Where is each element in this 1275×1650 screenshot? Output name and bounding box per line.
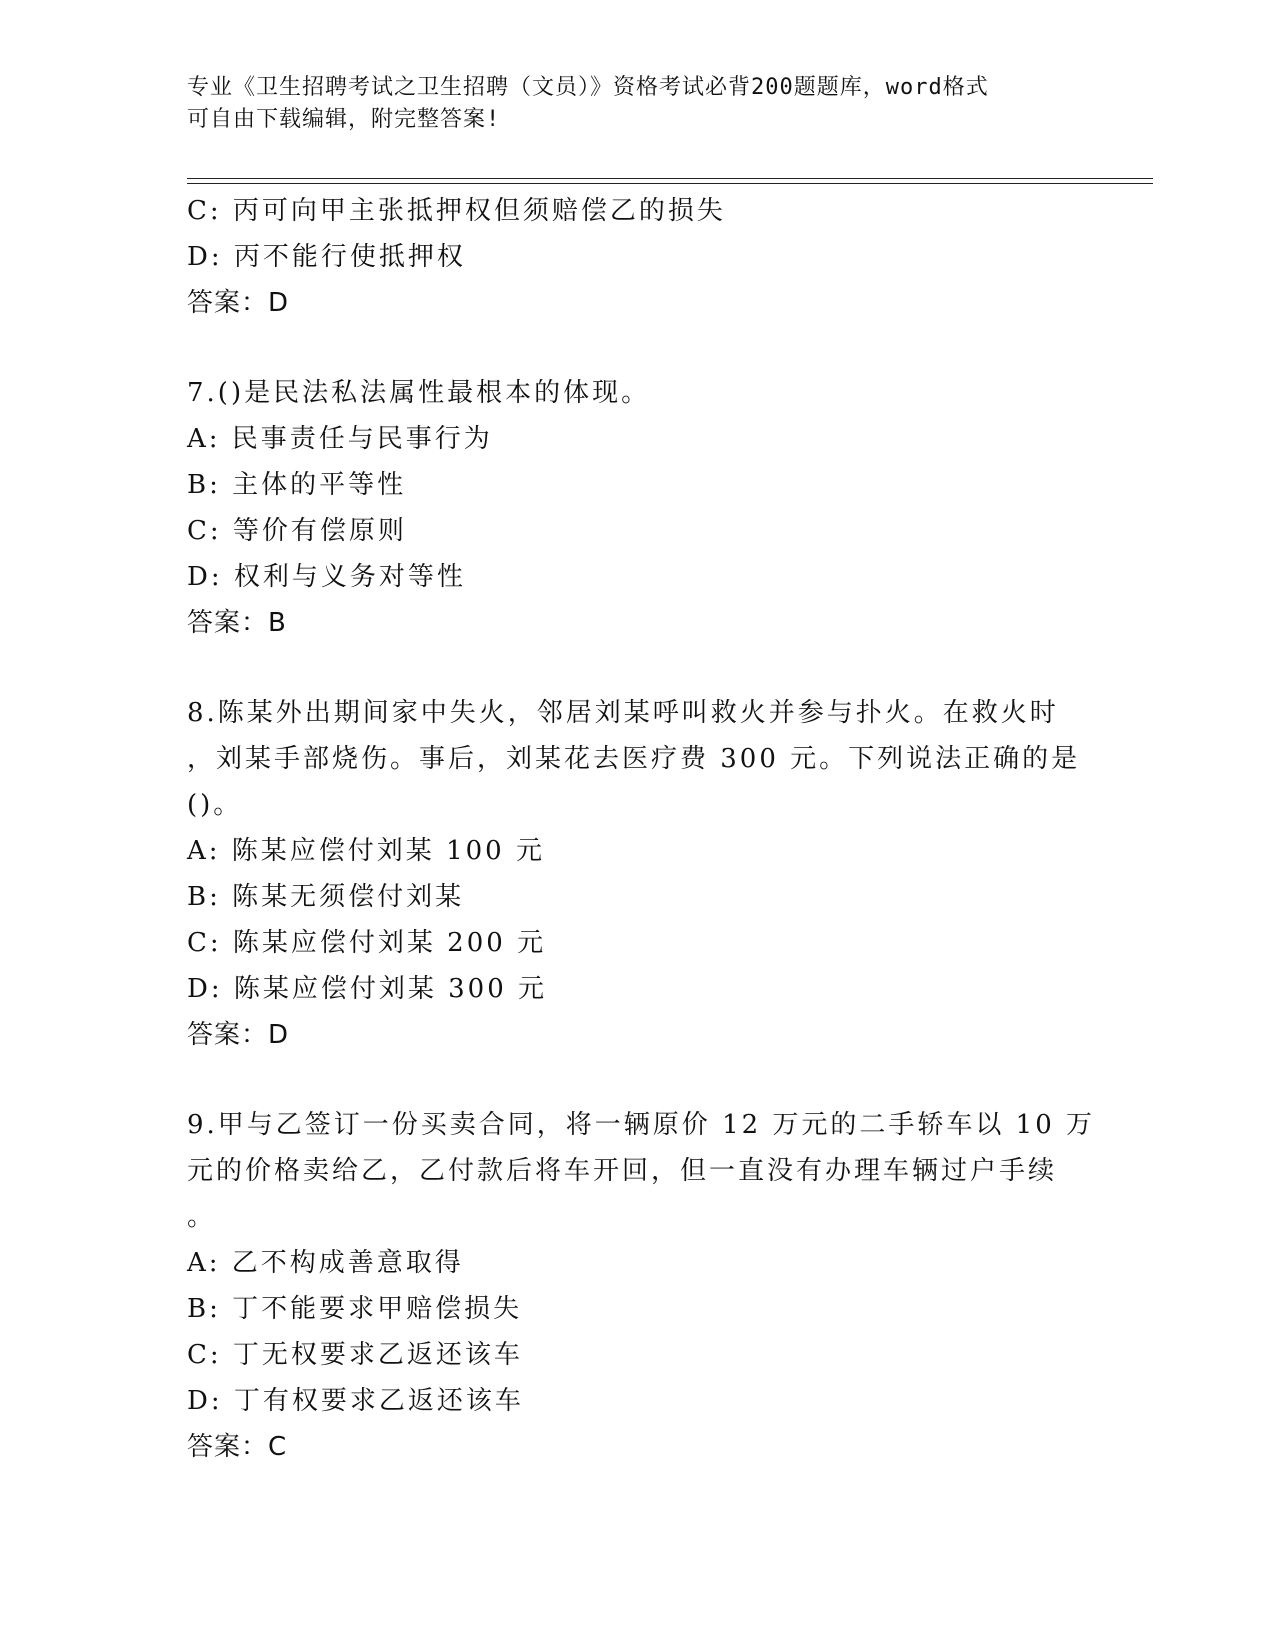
question-text: 9.甲与乙签订一份买卖合同，将一辆原价 12 万元的二手轿车以 10 万 <box>187 1110 1096 1140</box>
option-d: D: 陈某应偿付刘某 300 元 <box>187 974 548 1004</box>
option-b: B: 丁不能要求甲赔偿损失 <box>187 1294 523 1324</box>
question-7 <box>187 370 1067 646</box>
answer-line: 答案：D <box>187 288 290 318</box>
option-a: A: 陈某应偿付刘某 100 元 <box>187 836 545 866</box>
option-c: C: 丁无权要求乙返还该车 <box>187 1340 523 1370</box>
question-text: ，刘某手部烧伤。事后，刘某花去医疗费 300 元。下列说法正确的是 <box>187 744 1081 774</box>
answer-line: 答案：C <box>187 1432 288 1462</box>
question-text: ()。 <box>187 790 243 820</box>
question-text: 7.()是民法私法属性最根本的体现。 <box>187 378 651 408</box>
option-d: D: 权利与义务对等性 <box>187 562 466 592</box>
header-line-1: 专业《卫生招聘考试之卫生招聘（文员）》资格考试必背200题题库，word格式 <box>187 75 989 100</box>
option-a: A: 民事责任与民事行为 <box>187 424 493 454</box>
header-line-2: 可自由下载编辑，附完整答案! <box>187 107 501 132</box>
option-c: C: 丙可向甲主张抵押权但须赔偿乙的损失 <box>187 196 726 226</box>
option-b: B: 陈某无须偿付刘某 <box>187 882 465 912</box>
document-header <box>187 72 1067 136</box>
question-list <box>187 188 1096 1470</box>
question-text: 。 <box>187 1202 217 1232</box>
option-d: D: 丁有权要求乙返还该车 <box>187 1386 524 1416</box>
header-divider-bottom <box>187 183 1153 184</box>
question-8 <box>187 690 1081 1058</box>
answer-line: 答案：B <box>187 608 287 638</box>
option-c: C: 陈某应偿付刘某 200 元 <box>187 928 547 958</box>
option-d: D: 丙不能行使抵押权 <box>187 242 466 272</box>
question-9 <box>187 1102 1096 1470</box>
question-text: 8.陈某外出期间家中失火，邻居刘某呼叫救火并参与扑火。在救火时 <box>187 698 1059 728</box>
option-c: C: 等价有偿原则 <box>187 516 407 546</box>
option-a: A: 乙不构成善意取得 <box>187 1248 464 1278</box>
carry-over-question <box>187 188 1067 326</box>
question-text: 元的价格卖给乙，乙付款后将车开回，但一直没有办理车辆过户手续 <box>187 1156 1058 1186</box>
header-divider-top <box>187 178 1153 179</box>
option-b: B: 主体的平等性 <box>187 470 407 500</box>
answer-line: 答案：D <box>187 1020 290 1050</box>
